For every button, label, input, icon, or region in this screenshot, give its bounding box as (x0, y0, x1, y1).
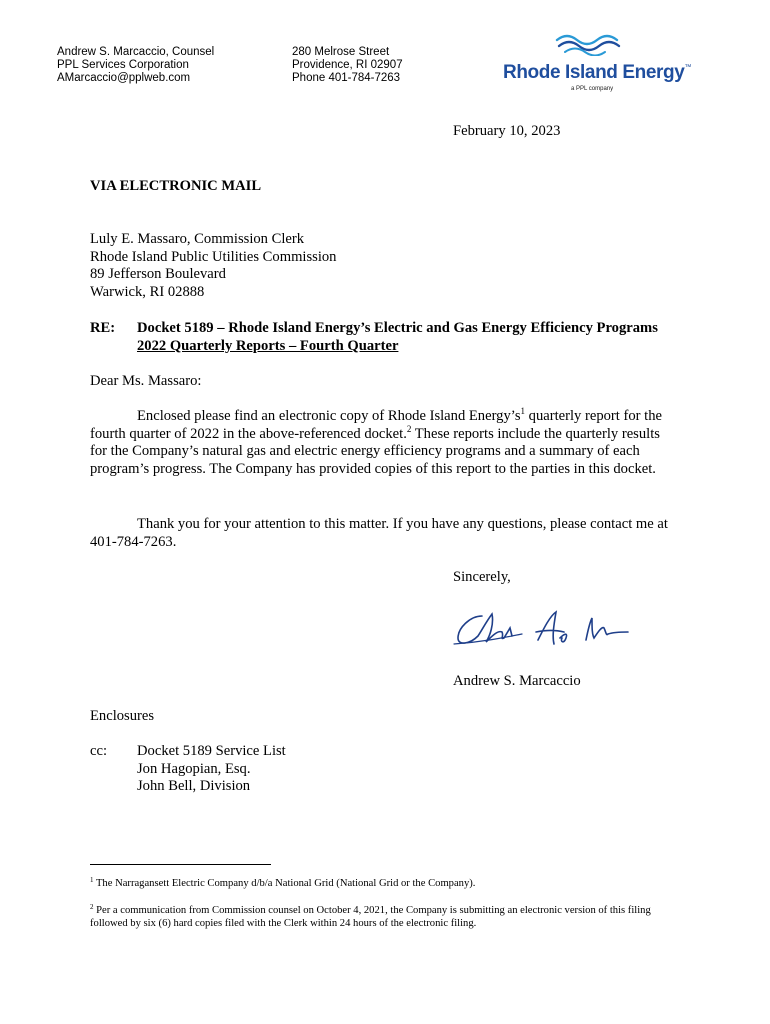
footnote-number: 2 (90, 903, 94, 911)
footnote-1 (90, 877, 676, 890)
recipient-line: Warwick, RI 02888 (90, 284, 205, 301)
re-subject (137, 320, 697, 355)
cc-item: Docket 5189 Service List (137, 743, 286, 759)
sender-company: PPL Services Corporation (57, 59, 189, 71)
enclosures-label: Enclosures (90, 708, 155, 724)
cc-item: Jon Hagopian, Esq. (137, 760, 251, 777)
logo-tagline: a PPL company (571, 86, 614, 92)
logo-trademark: ™ (684, 64, 691, 71)
signature-icon (452, 604, 632, 650)
delivery-method: VIA ELECTRONIC MAIL (90, 178, 262, 194)
address-phone: Phone 401-784-7263 (292, 72, 401, 84)
sender-block (57, 46, 214, 85)
body-paragraph-2: Thank you for your attention to this matter. If you have any questions, please contact me at 401-784-7263. (90, 516, 668, 550)
sender-name: Andrew S. Marcaccio, Counsel (57, 46, 215, 58)
letter-date: February 10, 2023 (453, 123, 561, 139)
re-subject-line2: 2022 Quarterly Reports – Fourth Quarter (137, 337, 399, 354)
address-block (292, 46, 403, 85)
address-city: Providence, RI 02907 (292, 59, 403, 71)
re-subject-line1: Docket 5189 – Rhode Island Energy’s Electric and Gas Energy Efficiency Programs (137, 320, 658, 336)
footnote-text: The Narragansett Electric Company d/b/a National Grid (National Grid or the Company). (93, 878, 476, 889)
waves-icon (555, 32, 623, 56)
closing: Sincerely, (453, 569, 511, 585)
cc-label: cc: (90, 743, 108, 759)
paragraph-text: quarterly report for the fourth quarter of 2022 in the above-referenced docket. (90, 408, 662, 442)
signer-name: Andrew S. Marcaccio (453, 673, 581, 689)
paragraph-text: These reports include the quarterly results for the Company’s natural gas and electric energy efficiency programs and a summary of each program’s progress. The Company has provided copies of this report to the parties in this docket. (90, 425, 660, 478)
sender-email: AMarcaccio@pplweb.com (57, 72, 191, 84)
footnote-number: 1 (90, 876, 94, 884)
footnote-ref-2: 2 (406, 423, 412, 434)
footnote-divider (90, 864, 271, 865)
logo-wordmark (503, 62, 691, 84)
footnote-text: Per a communication from Commission counsel on October 4, 2021, the Company is submitting an electronic version of this filing followed by six (6) hard copies filed with the Clerk within 24 hours of the electronic filing. (90, 905, 651, 930)
footnote-2 (90, 904, 676, 930)
paragraph-text: Enclosed please find an electronic copy of Rhode Island Energy’s (137, 408, 521, 424)
recipient-line: Rhode Island Public Utilities Commission (90, 248, 337, 265)
cc-item: John Bell, Division (137, 778, 251, 795)
re-label: RE: (90, 320, 116, 336)
salutation: Dear Ms. Massaro: (90, 373, 202, 389)
body-paragraph-1 (90, 408, 676, 479)
recipient-address (90, 231, 336, 302)
footnote-ref-1: 1 (520, 406, 526, 416)
recipient-line: Luly E. Massaro, Commission Clerk (90, 231, 305, 247)
recipient-line: 89 Jefferson Boulevard (90, 266, 226, 283)
company-logo (503, 32, 691, 96)
address-street: 280 Melrose Street (292, 46, 390, 58)
cc-list (137, 743, 286, 796)
logo-name: Rhode Island Energy (503, 62, 685, 83)
